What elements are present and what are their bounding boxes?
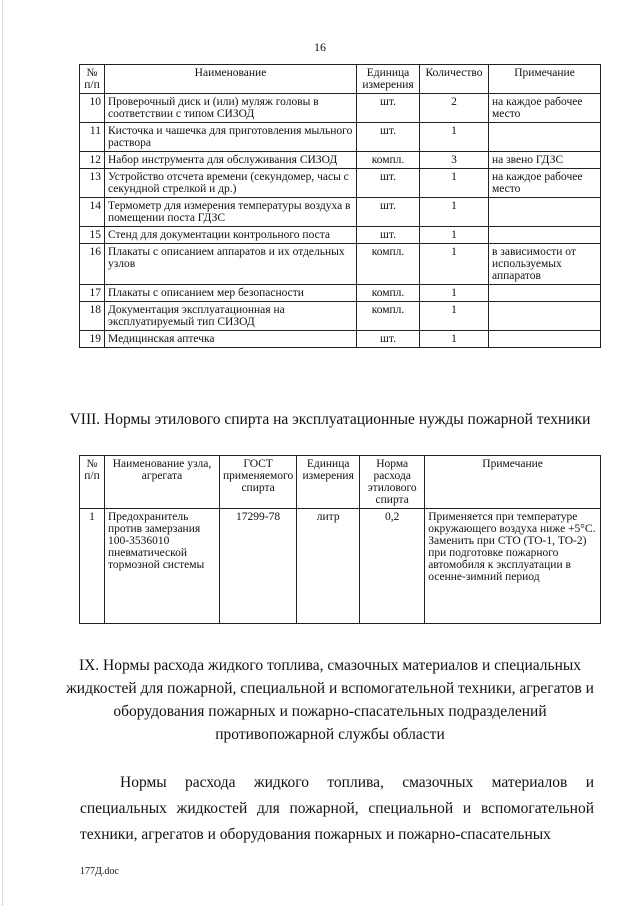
row-name: Медицинская аптечка [105,331,357,348]
col-header-num: № п/п [80,65,105,94]
row-number: 17 [80,285,105,302]
row-name: Устройство отсчета времени (секундомер, часы с секундной стрелкой и др.) [105,169,357,198]
row-unit: компл. [357,244,420,285]
row-unit: шт. [357,331,420,348]
row-number: 16 [80,244,105,285]
row-number: 10 [80,94,105,123]
row-name: Плакаты с описанием мер безопасности [105,285,357,302]
col-header-num: № п/п [80,456,105,509]
row-number: 12 [80,152,105,169]
scan-edge [2,0,6,905]
col-header-norm: Норма расхода этилового спирта [360,456,425,509]
row-unit: шт. [357,227,420,244]
table-row [80,123,601,152]
col-header-note: Примечание [489,65,601,94]
table-header-row [80,65,601,94]
table-row [80,285,601,302]
row-number: 19 [80,331,105,348]
row-number: 1 [80,509,105,624]
row-number: 15 [80,227,105,244]
table-row [80,244,601,285]
section-8-title: VIII. Нормы этилового спирта на эксплуатационные нужды пожарной техники [69,411,591,428]
table-row [80,169,601,198]
table-header-row [80,456,601,509]
row-note: Применяется при температуре окружающего воздуха ниже +5°С. Заменить при СТО (ТО-1, ТО-2) при подготовке пожарного автомобиля к эксплуатации в осенне-зимний период [425,509,601,624]
row-quantity: 1 [420,302,489,331]
footer-filename: 177Д.doc [80,866,119,877]
table-row [80,227,601,244]
row-quantity: 1 [420,198,489,227]
row-unit: литр [297,509,360,624]
row-number: 18 [80,302,105,331]
col-header-gost: ГОСТ применяемого спирта [220,456,297,509]
row-name: Документация эксплуатационная на эксплуатируемый тип СИЗОД [105,302,357,331]
table-row [80,198,601,227]
body-paragraph: Нормы расхода жидкого топлива, смазочных материалов и специальных жидкостей для пожарной, специальной и вспомогательной техники, агрегатов и оборудования пожарных и пожарно-спасательных [80,774,594,843]
row-name: Предохранитель против замерзания 100-3536010 пневматической тормозной системы [105,509,220,624]
row-quantity: 1 [420,123,489,152]
row-name: Стенд для документации контрольного поста [105,227,357,244]
row-note: на звено ГДЗС [489,152,601,169]
table-row [80,302,601,331]
row-name: Проверочный диск и (или) муляж головы в соответствии с типом СИЗОД [105,94,357,123]
row-unit: шт. [357,169,420,198]
col-header-name: Наименование узла, агрегата [105,456,220,509]
table-row [80,94,601,123]
row-unit: шт. [357,198,420,227]
row-norm: 0,2 [360,509,425,624]
col-header-qty: Количество [420,65,489,94]
row-note: в зависимости от используемых аппаратов [489,244,601,285]
col-header-name: Наименование [105,65,357,94]
section-9-title: IX. Нормы расхода жидкого топлива, смазочных материалов и специальных жидкостей для пожарной, специальной и вспомогательной техники, агрегатов и оборудования пожарных и пожарно-спасательных подразделений противопожарной службы области [66,657,594,743]
row-name: Кисточка и чашечка для приготовления мыльного раствора [105,123,357,152]
row-note [489,331,601,348]
row-note: на каждое рабочее место [489,169,601,198]
row-quantity: 3 [420,152,489,169]
row-name: Плакаты с описанием аппаратов и их отдельных узлов [105,244,357,285]
equipment-table [79,64,601,348]
row-unit: компл. [357,152,420,169]
row-quantity: 1 [420,227,489,244]
row-name: Термометр для измерения температуры воздуха в помещении поста ГДЗС [105,198,357,227]
row-quantity: 1 [420,331,489,348]
row-unit: шт. [357,123,420,152]
row-unit: компл. [357,302,420,331]
col-header-note: Примечание [425,456,601,509]
row-number: 11 [80,123,105,152]
row-quantity: 1 [420,244,489,285]
row-name: Набор инструмента для обслуживания СИЗОД [105,152,357,169]
alcohol-norms-table [79,455,601,624]
row-number: 14 [80,198,105,227]
row-note [489,285,601,302]
row-gost: 17299-78 [220,509,297,624]
row-note [489,198,601,227]
row-number: 13 [80,169,105,198]
table-row [80,152,601,169]
row-quantity: 1 [420,169,489,198]
row-unit: компл. [357,285,420,302]
row-quantity: 1 [420,285,489,302]
row-note [489,227,601,244]
row-note [489,302,601,331]
row-unit: шт. [357,94,420,123]
row-note: на каждое рабочее место [489,94,601,123]
col-header-unit: Единица измерения [357,65,420,94]
page-number: 16 [314,40,326,54]
table-row [80,509,601,624]
table-row [80,331,601,348]
col-header-unit: Единица измерения [297,456,360,509]
row-note [489,123,601,152]
row-quantity: 2 [420,94,489,123]
